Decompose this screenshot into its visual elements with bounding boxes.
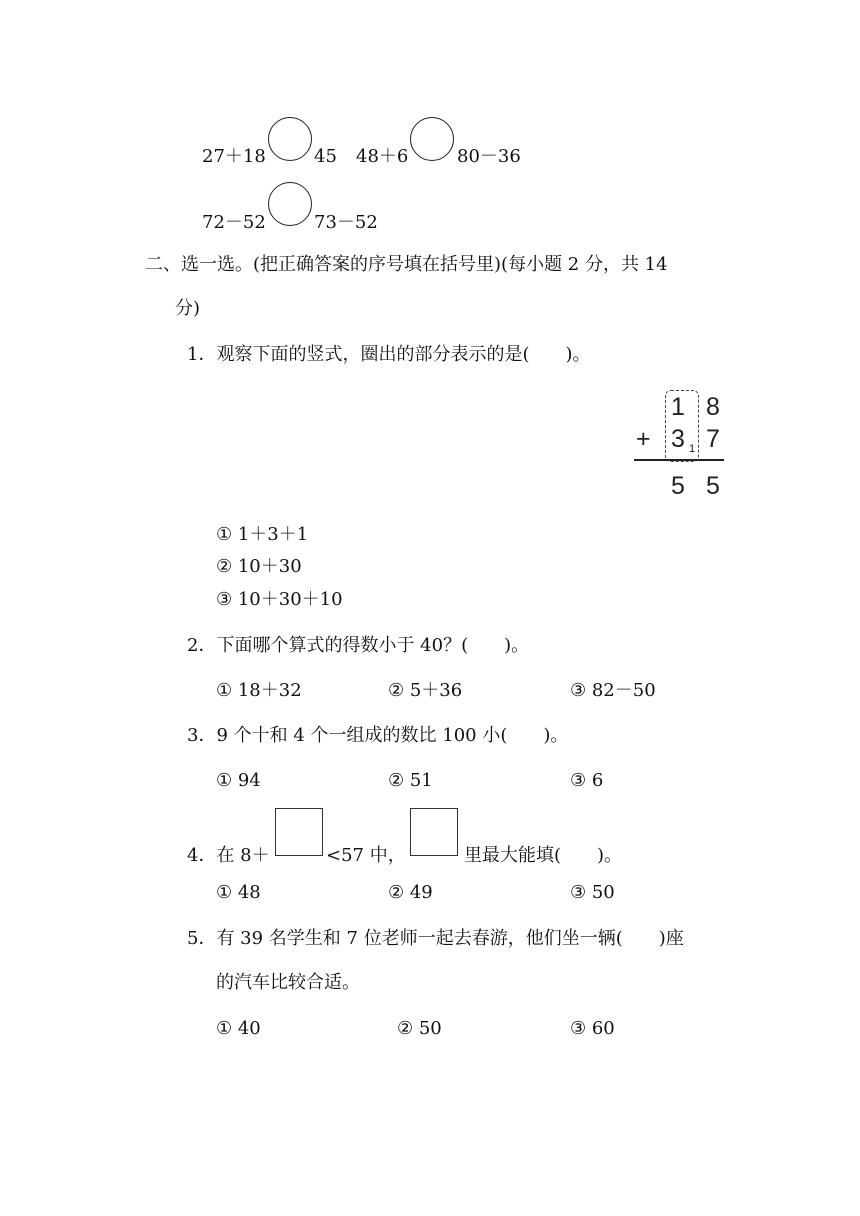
- vertical-top-tens: 1: [671, 393, 685, 421]
- compare-expr-3-right: 73－52: [314, 212, 378, 233]
- compare-expr-2-right: 80－36: [457, 146, 521, 167]
- compare-circle-3[interactable]: [268, 182, 312, 226]
- q5-option-2[interactable]: ② 50: [397, 1018, 442, 1039]
- vertical-sum-line: [634, 459, 724, 461]
- q3-option-3[interactable]: ③ 6: [570, 770, 604, 791]
- q5-option-1[interactable]: ① 40: [216, 1018, 261, 1039]
- question-5-prompt-cont: 的汽车比较合适。: [216, 972, 360, 993]
- compare-expr-1-left: 27＋18: [202, 146, 266, 167]
- question-3-prompt: 3．9 个十和 4 个一组成的数比 100 小( )。: [187, 725, 569, 746]
- question-4-prompt-start: 4．在 8＋: [187, 845, 270, 866]
- answer-box-1[interactable]: [275, 808, 323, 856]
- q3-option-2[interactable]: ② 51: [388, 770, 433, 791]
- q1-option-2[interactable]: ② 10＋30: [216, 556, 302, 577]
- q1-option-3[interactable]: ③ 10＋30＋10: [216, 589, 343, 610]
- q2-option-3[interactable]: ③ 82－50: [570, 680, 656, 701]
- q3-option-1[interactable]: ① 94: [216, 770, 261, 791]
- q2-option-2[interactable]: ② 5＋36: [388, 680, 463, 701]
- q4-option-2[interactable]: ② 49: [388, 882, 433, 903]
- question-4-prompt-end: 里最大能填( )。: [464, 845, 623, 866]
- compare-circle-2[interactable]: [410, 117, 454, 161]
- compare-expr-2-left: 48＋6: [356, 146, 409, 167]
- compare-expr-3-left: 72－52: [202, 212, 266, 233]
- question-1-prompt: 1．观察下面的竖式，圈出的部分表示的是( )。: [187, 344, 591, 365]
- answer-box-2[interactable]: [410, 808, 458, 856]
- vertical-plus-sign: +: [636, 425, 651, 453]
- question-5-prompt: 5．有 39 名学生和 7 位老师一起去春游，他们坐一辆( )座: [187, 928, 684, 949]
- section-heading-cont: 分): [175, 298, 201, 319]
- section-heading: 二、选一选。(把正确答案的序号填在括号里)(每小题 2 分，共 14: [145, 254, 668, 275]
- question-2-prompt: 2．下面哪个算式的得数小于 40？( )。: [187, 635, 530, 656]
- q1-option-1[interactable]: ① 1＋3＋1: [216, 524, 309, 545]
- q4-option-1[interactable]: ① 48: [216, 882, 261, 903]
- compare-circle-1[interactable]: [268, 117, 312, 161]
- vertical-top-ones: 8: [706, 393, 720, 421]
- q5-option-3[interactable]: ③ 60: [570, 1018, 615, 1039]
- vertical-carry: 1: [689, 443, 696, 455]
- vertical-result-tens: 5: [671, 472, 685, 500]
- question-4-prompt-mid: <57 中，: [326, 845, 406, 866]
- vertical-bottom-tens: 3: [671, 425, 685, 453]
- q2-option-1[interactable]: ① 18＋32: [216, 680, 302, 701]
- vertical-result-ones: 5: [706, 472, 720, 500]
- vertical-bottom-ones: 7: [706, 425, 720, 453]
- compare-expr-1-right: 45: [314, 146, 337, 167]
- q4-option-3[interactable]: ③ 50: [570, 882, 615, 903]
